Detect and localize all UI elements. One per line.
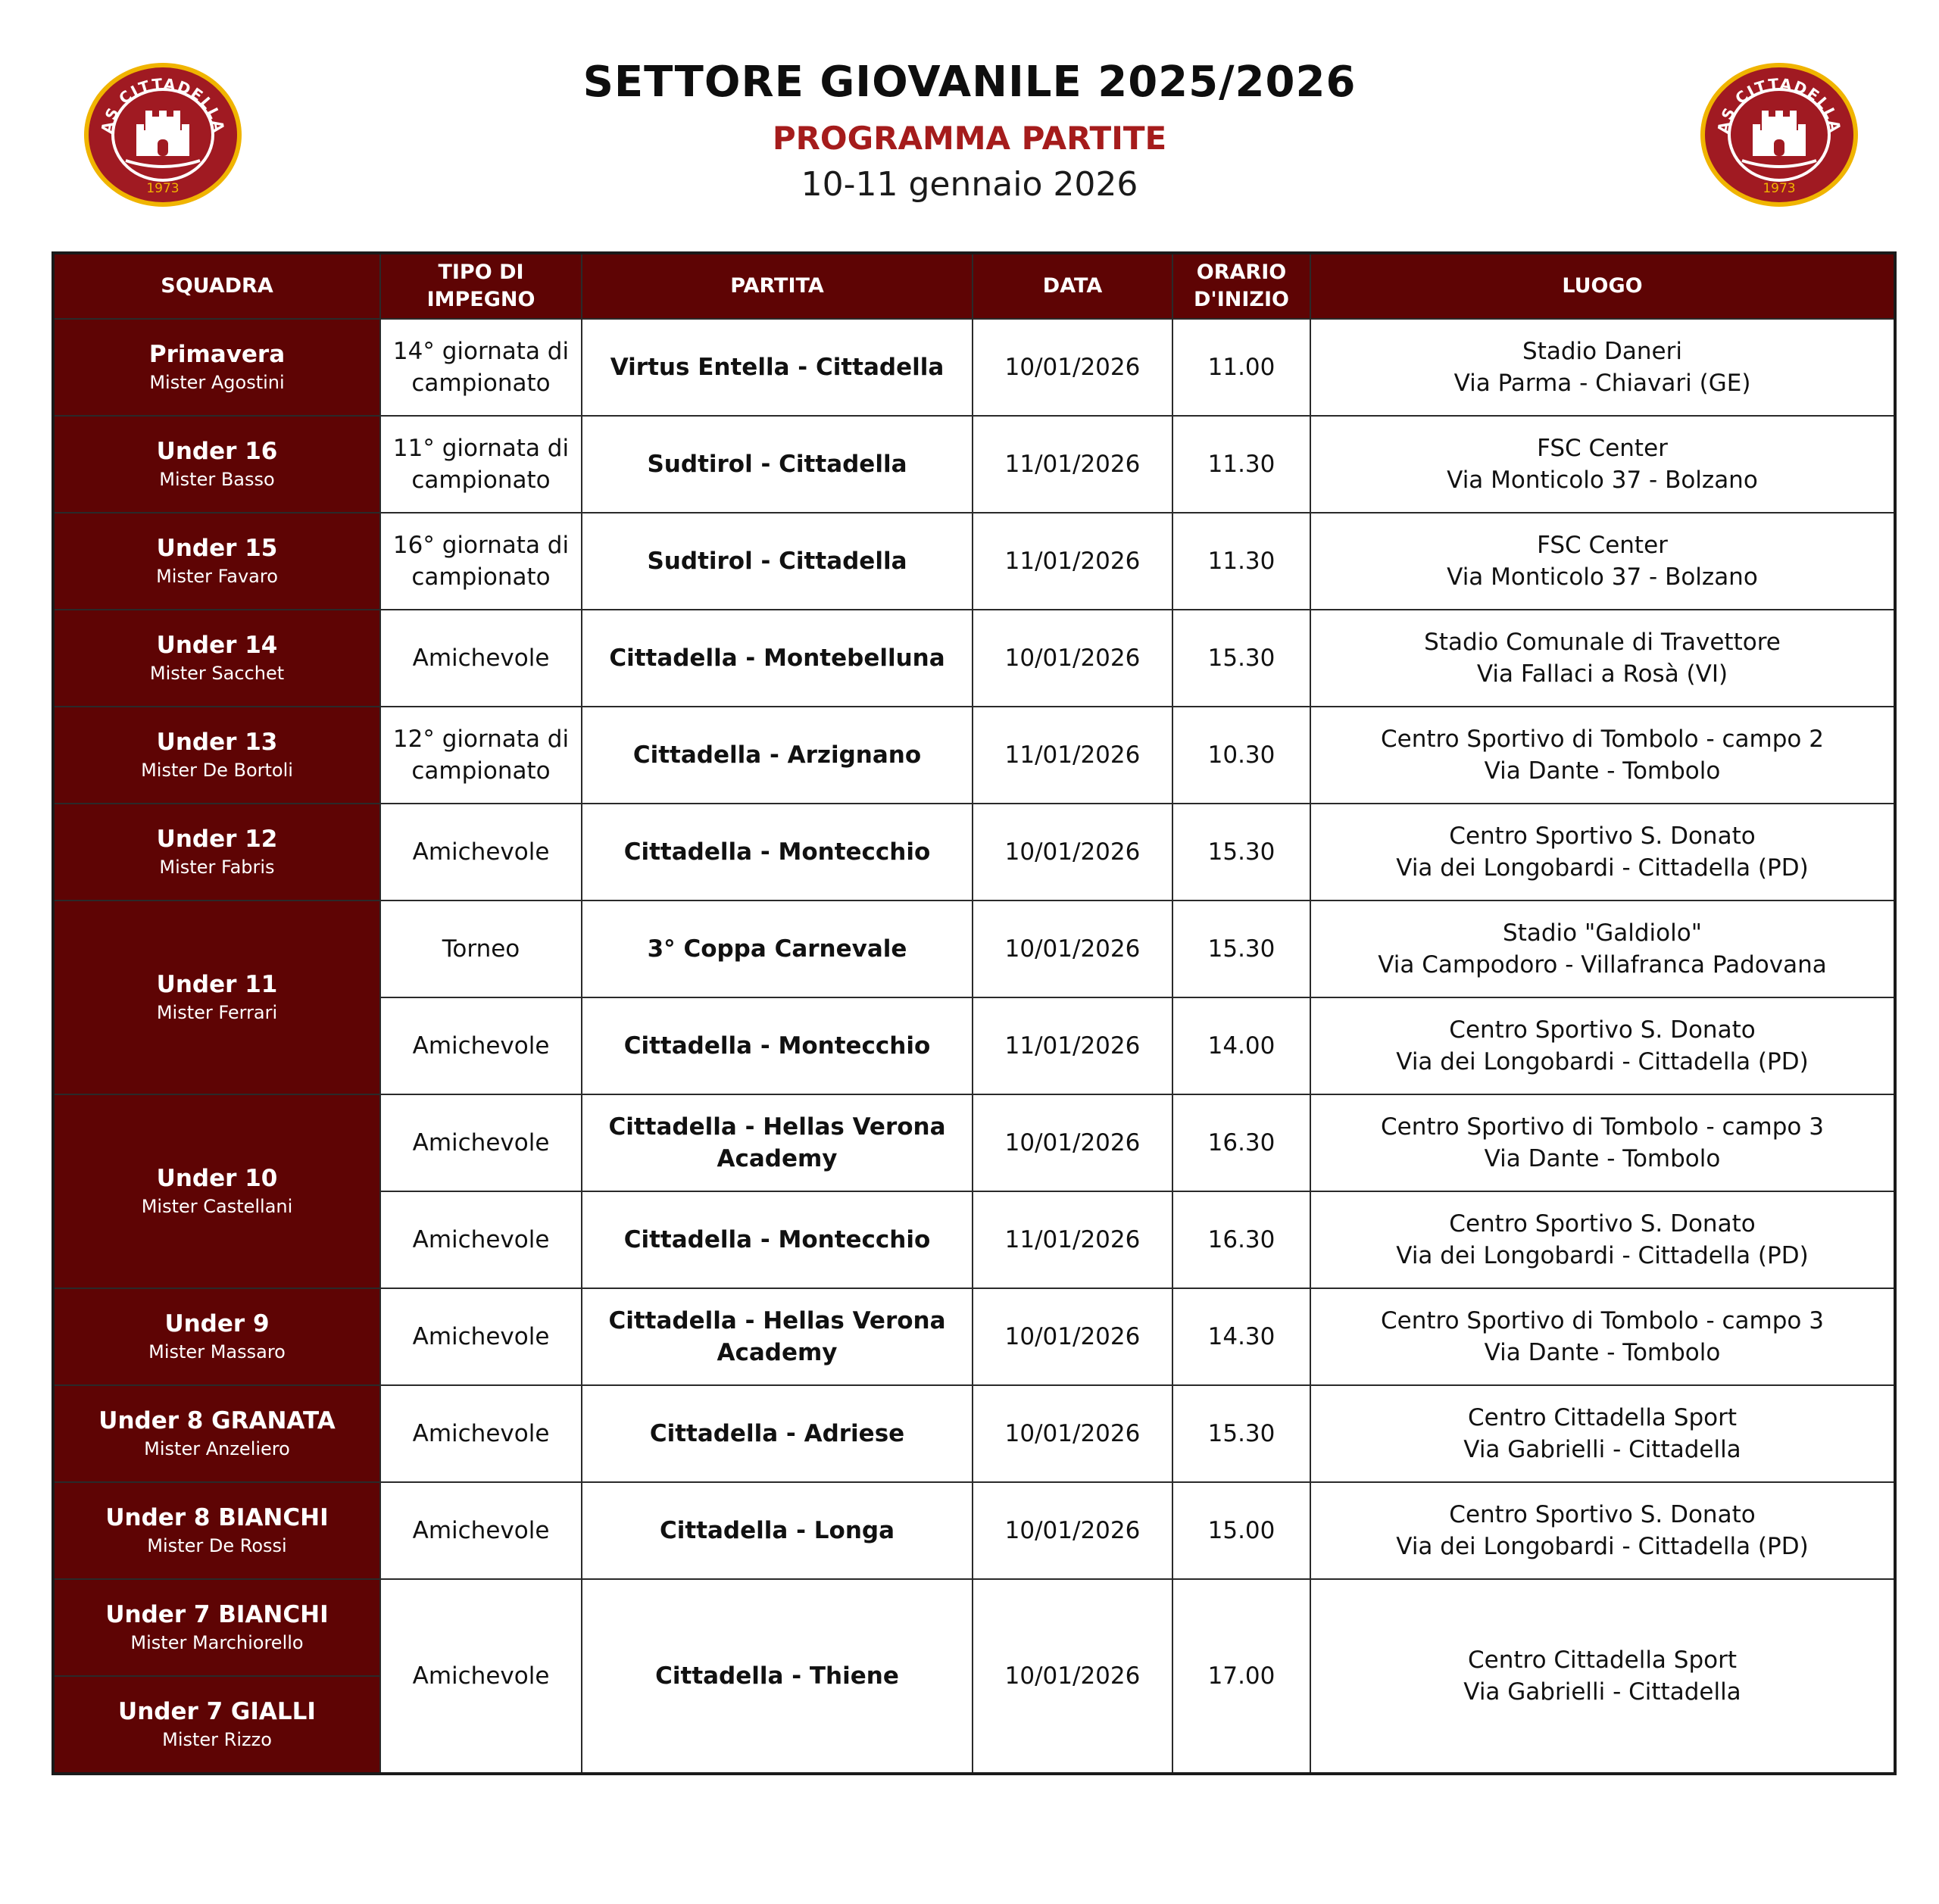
team-coach: Mister Rizzo bbox=[162, 1729, 272, 1750]
place-cell bbox=[1310, 997, 1895, 1094]
type-cell: Amichevole bbox=[380, 1191, 582, 1288]
place-address: Via Fallaci a Rosà (VI) bbox=[1476, 660, 1728, 688]
table-row bbox=[53, 900, 1895, 997]
team-cell bbox=[53, 707, 380, 804]
time-cell: 15.30 bbox=[1172, 900, 1310, 997]
match-cell: Cittadella - Adriese bbox=[582, 1385, 973, 1482]
date-cell: 10/01/2026 bbox=[973, 1288, 1172, 1385]
logo-text: AS CITTADELLA bbox=[97, 74, 229, 136]
table-row bbox=[53, 1385, 1895, 1482]
place-address: Via Dante - Tombolo bbox=[1484, 1339, 1721, 1366]
table-row bbox=[53, 610, 1895, 707]
col-header-luogo: LUOGO bbox=[1310, 253, 1895, 319]
place-cell bbox=[1310, 416, 1895, 513]
type-cell: Amichevole bbox=[380, 804, 582, 900]
table-row bbox=[53, 319, 1895, 416]
time-cell: 15.00 bbox=[1172, 1482, 1310, 1579]
team-name: Under 11 bbox=[156, 971, 278, 998]
place-name: Centro Cittadella Sport bbox=[1467, 1646, 1738, 1674]
table-header-row bbox=[53, 253, 1895, 319]
place-cell bbox=[1310, 1288, 1895, 1385]
table-row bbox=[53, 1579, 1895, 1676]
team-coach: Mister Agostini bbox=[149, 372, 285, 393]
date-cell: 11/01/2026 bbox=[973, 1191, 1172, 1288]
time-cell: 16.30 bbox=[1172, 1191, 1310, 1288]
team-cell bbox=[53, 1482, 380, 1579]
team-cell bbox=[53, 513, 380, 610]
place-address: Via Dante - Tombolo bbox=[1484, 757, 1721, 785]
place-address: Via Monticolo 37 - Bolzano bbox=[1447, 467, 1758, 494]
team-name: Under 14 bbox=[156, 632, 278, 659]
date-cell: 11/01/2026 bbox=[973, 997, 1172, 1094]
match-cell: Cittadella - Arzignano bbox=[582, 707, 973, 804]
date-cell: 10/01/2026 bbox=[973, 1579, 1172, 1774]
time-cell: 11.30 bbox=[1172, 513, 1310, 610]
time-cell: 10.30 bbox=[1172, 707, 1310, 804]
date-cell: 10/01/2026 bbox=[973, 1094, 1172, 1191]
type-cell: Amichevole bbox=[380, 1094, 582, 1191]
type-cell: Amichevole bbox=[380, 997, 582, 1094]
place-cell bbox=[1310, 1385, 1895, 1482]
team-name: Under 8 BIANCHI bbox=[105, 1504, 329, 1531]
match-cell: Cittadella - Hellas Verona Academy bbox=[582, 1288, 973, 1385]
team-cell bbox=[53, 1676, 380, 1774]
team-name: Under 16 bbox=[156, 438, 278, 465]
place-cell bbox=[1310, 1094, 1895, 1191]
place-address: Via Gabrielli - Cittadella bbox=[1463, 1436, 1741, 1463]
place-name: Centro Sportivo S. Donato bbox=[1449, 1210, 1756, 1238]
team-name: Under 9 bbox=[164, 1310, 270, 1337]
logo-year: 1973 bbox=[146, 181, 180, 196]
place-cell bbox=[1310, 804, 1895, 900]
type-cell: 12° giornata di campionato bbox=[380, 707, 582, 804]
place-cell bbox=[1310, 513, 1895, 610]
place-address: Via Monticolo 37 - Bolzano bbox=[1447, 563, 1758, 591]
place-cell bbox=[1310, 900, 1895, 997]
team-name: Under 12 bbox=[156, 826, 278, 853]
team-cell bbox=[53, 319, 380, 416]
place-name: Centro Sportivo S. Donato bbox=[1449, 1016, 1756, 1044]
place-address: Via dei Longobardi - Cittadella (PD) bbox=[1396, 854, 1809, 882]
place-name: Stadio "Galdiolo" bbox=[1503, 919, 1702, 947]
date-cell: 10/01/2026 bbox=[973, 1385, 1172, 1482]
match-cell: Cittadella - Montecchio bbox=[582, 804, 973, 900]
team-coach: Mister Favaro bbox=[156, 566, 278, 587]
time-cell: 16.30 bbox=[1172, 1094, 1310, 1191]
match-cell: Sudtirol - Cittadella bbox=[582, 513, 973, 610]
table-row bbox=[53, 804, 1895, 900]
place-name: Centro Sportivo di Tombolo - campo 2 bbox=[1381, 726, 1824, 753]
team-coach: Mister Fabris bbox=[159, 857, 275, 878]
table-row bbox=[53, 707, 1895, 804]
match-cell: 3° Coppa Carnevale bbox=[582, 900, 973, 997]
team-coach: Mister Sacchet bbox=[149, 663, 285, 684]
date-cell: 10/01/2026 bbox=[973, 610, 1172, 707]
team-name: Under 13 bbox=[156, 729, 278, 756]
match-cell: Virtus Entella - Cittadella bbox=[582, 319, 973, 416]
match-cell: Cittadella - Thiene bbox=[582, 1579, 973, 1774]
col-header-data: DATA bbox=[973, 253, 1172, 319]
table-row bbox=[53, 1288, 1895, 1385]
place-cell bbox=[1310, 1191, 1895, 1288]
date-cell: 10/01/2026 bbox=[973, 804, 1172, 900]
place-address: Via Parma - Chiavari (GE) bbox=[1453, 370, 1751, 397]
place-cell bbox=[1310, 1482, 1895, 1579]
team-cell bbox=[53, 416, 380, 513]
team-cell bbox=[53, 804, 380, 900]
time-cell: 11.00 bbox=[1172, 319, 1310, 416]
place-cell bbox=[1310, 707, 1895, 804]
schedule-table bbox=[52, 251, 1897, 1775]
place-name: Centro Sportivo di Tombolo - campo 3 bbox=[1381, 1113, 1824, 1141]
type-cell: 16° giornata di campionato bbox=[380, 513, 582, 610]
team-coach: Mister Ferrari bbox=[156, 1002, 278, 1023]
team-coach: Mister Basso bbox=[159, 469, 275, 490]
team-name: Under 15 bbox=[156, 535, 278, 562]
date-cell: 10/01/2026 bbox=[973, 319, 1172, 416]
place-address: Via Campodoro - Villafranca Padovana bbox=[1378, 951, 1827, 979]
team-cell bbox=[53, 1385, 380, 1482]
table-row bbox=[53, 1482, 1895, 1579]
place-name: FSC Center bbox=[1537, 435, 1668, 462]
match-cell: Cittadella - Hellas Verona Academy bbox=[582, 1094, 973, 1191]
team-name: Primavera bbox=[148, 341, 286, 368]
col-header-orario: ORARIO D'INIZIO bbox=[1172, 253, 1310, 319]
team-cell bbox=[53, 1579, 380, 1676]
logo-text: AS CITTADELLA bbox=[1713, 74, 1845, 136]
team-coach: Mister Massaro bbox=[148, 1341, 286, 1362]
place-address: Via Dante - Tombolo bbox=[1484, 1145, 1721, 1172]
type-cell: 14° giornata di campionato bbox=[380, 319, 582, 416]
place-name: Centro Sportivo S. Donato bbox=[1449, 822, 1756, 850]
time-cell: 15.30 bbox=[1172, 1385, 1310, 1482]
place-name: Stadio Daneri bbox=[1522, 338, 1682, 365]
team-coach: Mister Anzeliero bbox=[144, 1438, 290, 1459]
logo-year: 1973 bbox=[1763, 181, 1796, 196]
time-cell: 17.00 bbox=[1172, 1579, 1310, 1774]
place-name: Stadio Comunale di Travettore bbox=[1424, 629, 1781, 656]
date-cell: 10/01/2026 bbox=[973, 900, 1172, 997]
type-cell: Amichevole bbox=[380, 1482, 582, 1579]
team-cell bbox=[53, 610, 380, 707]
team-coach: Mister Marchiorello bbox=[130, 1632, 304, 1653]
team-coach: Mister De Bortoli bbox=[141, 760, 293, 781]
team-cell bbox=[53, 1288, 380, 1385]
place-name: Centro Sportivo S. Donato bbox=[1449, 1501, 1756, 1528]
team-name: Under 7 BIANCHI bbox=[105, 1601, 329, 1628]
type-cell: Torneo bbox=[380, 900, 582, 997]
col-header-squadra: SQUADRA bbox=[53, 253, 380, 319]
match-cell: Cittadella - Montebelluna bbox=[582, 610, 973, 707]
type-cell: Amichevole bbox=[380, 610, 582, 707]
table-row bbox=[53, 416, 1895, 513]
time-cell: 14.00 bbox=[1172, 997, 1310, 1094]
team-cell bbox=[53, 1094, 380, 1288]
match-cell: Sudtirol - Cittadella bbox=[582, 416, 973, 513]
col-header-tipo: TIPO DI IMPEGNO bbox=[380, 253, 582, 319]
team-name: Under 8 GRANATA bbox=[98, 1407, 336, 1434]
place-cell bbox=[1310, 1579, 1895, 1774]
page-date: 10-11 gennaio 2026 bbox=[801, 165, 1138, 204]
place-address: Via dei Longobardi - Cittadella (PD) bbox=[1396, 1242, 1809, 1269]
place-cell bbox=[1310, 319, 1895, 416]
time-cell: 14.30 bbox=[1172, 1288, 1310, 1385]
time-cell: 15.30 bbox=[1172, 804, 1310, 900]
type-cell: Amichevole bbox=[380, 1288, 582, 1385]
place-address: Via dei Longobardi - Cittadella (PD) bbox=[1396, 1533, 1809, 1560]
place-cell bbox=[1310, 610, 1895, 707]
time-cell: 15.30 bbox=[1172, 610, 1310, 707]
date-cell: 11/01/2026 bbox=[973, 707, 1172, 804]
place-name: Centro Sportivo di Tombolo - campo 3 bbox=[1381, 1307, 1824, 1334]
place-address: Via Gabrielli - Cittadella bbox=[1463, 1678, 1741, 1706]
type-cell: 11° giornata di campionato bbox=[380, 416, 582, 513]
col-header-partita: PARTITA bbox=[582, 253, 973, 319]
date-cell: 10/01/2026 bbox=[973, 1482, 1172, 1579]
match-cell: Cittadella - Montecchio bbox=[582, 997, 973, 1094]
table-row bbox=[53, 1094, 1895, 1191]
date-cell: 11/01/2026 bbox=[973, 513, 1172, 610]
team-name: Under 7 GIALLI bbox=[118, 1698, 316, 1725]
page-title: SETTORE GIOVANILE 2025/2026 bbox=[582, 58, 1357, 107]
place-address: Via dei Longobardi - Cittadella (PD) bbox=[1396, 1048, 1809, 1075]
time-cell: 11.30 bbox=[1172, 416, 1310, 513]
match-cell: Cittadella - Longa bbox=[582, 1482, 973, 1579]
place-name: Centro Cittadella Sport bbox=[1467, 1404, 1738, 1431]
team-coach: Mister Castellani bbox=[141, 1196, 293, 1217]
match-cell: Cittadella - Montecchio bbox=[582, 1191, 973, 1288]
type-cell: Amichevole bbox=[380, 1579, 582, 1774]
type-cell: Amichevole bbox=[380, 1385, 582, 1482]
team-name: Under 10 bbox=[156, 1165, 278, 1192]
date-cell: 11/01/2026 bbox=[973, 416, 1172, 513]
page-subtitle: PROGRAMMA PARTITE bbox=[772, 120, 1167, 157]
team-coach: Mister De Rossi bbox=[147, 1535, 287, 1556]
table-row bbox=[53, 513, 1895, 610]
place-name: FSC Center bbox=[1537, 532, 1668, 559]
team-cell bbox=[53, 900, 380, 1094]
